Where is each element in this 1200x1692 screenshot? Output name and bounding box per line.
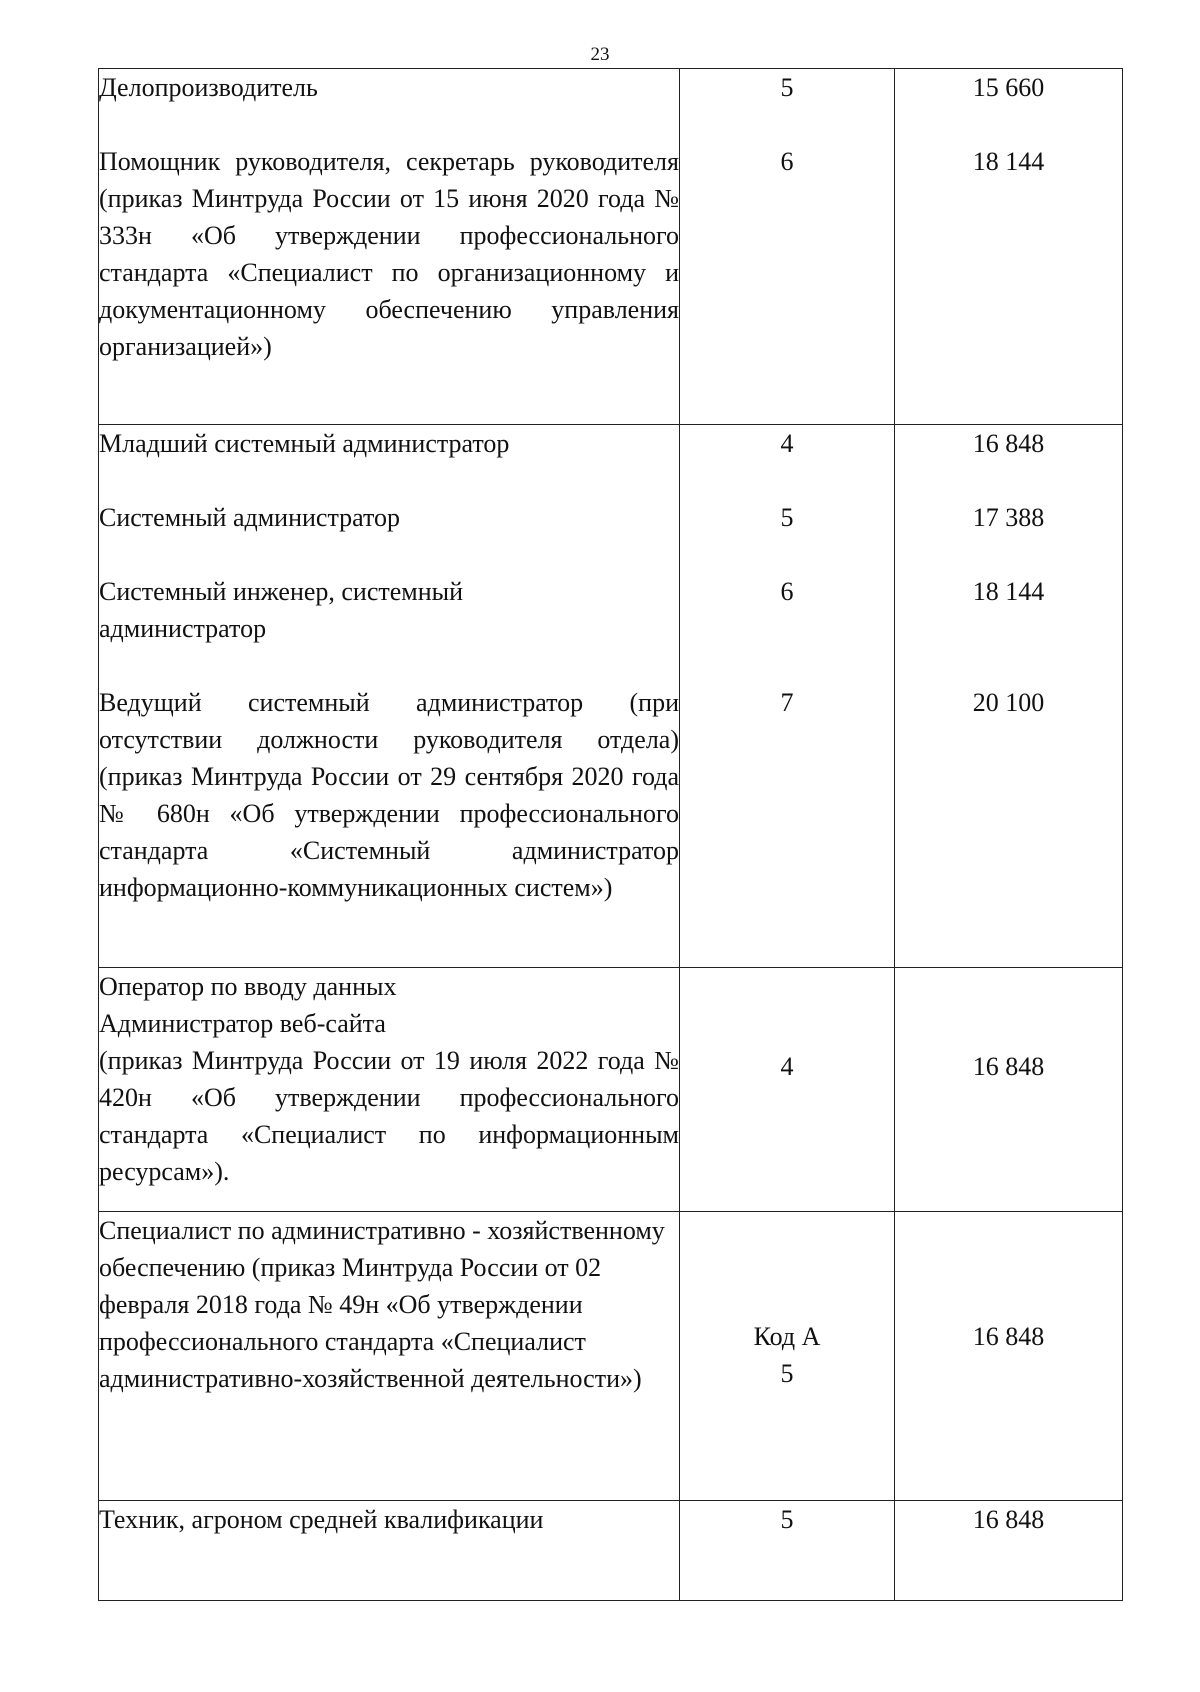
salary-value: 17 388 [972,503,1045,532]
position-title: Специалист по административно - хозяйственному обеспечению (приказ Минтруда России от 02 февраля 2018 года № 49н «Об утверждении профессионального стандарта «Специалист административно-хозяйственной деятельности») [99,1216,665,1393]
salary-table [98,68,1123,1601]
table-row [99,425,1123,968]
qualification-level: 5 [780,503,794,532]
qualification-level-cell [680,69,895,425]
position-cell [99,1212,680,1501]
qualification-level: 5 [780,1359,794,1388]
salary-value: 16 848 [972,1322,1045,1351]
qualification-level-cell [680,425,895,968]
salary-cell [895,968,1123,1212]
qualification-code: Код А [753,1322,821,1351]
position-title: Техник, агроном средней квалификации [99,1505,544,1534]
position-title: Системный инженер, системный администратор [99,577,464,643]
position-title: Оператор по вводу данных [99,972,397,1001]
position-title: Делопроизводитель [99,73,318,102]
position-title: Системный администратор [99,503,401,532]
table-row [99,69,1123,425]
position-title: Младший системный администратор [99,429,510,458]
qualification-level: 4 [780,1052,794,1081]
salary-value: 16 848 [972,429,1045,458]
salary-value: 15 660 [972,73,1045,102]
salary-cell [895,69,1123,425]
salary-value: 18 144 [972,577,1045,606]
salary-cell [895,425,1123,968]
qualification-level: 5 [780,73,794,102]
qualification-level: 5 [780,1505,794,1534]
position-cell [99,69,680,425]
position-title: Администратор веб-сайта [99,1009,386,1038]
qualification-level: 4 [780,429,794,458]
position-cell [99,425,680,968]
qualification-level-cell [680,968,895,1212]
qualification-level: 6 [780,577,794,606]
position-title: (приказ Минтруда России от 19 июля 2022 года № 420н «Об утверждении профессионального стандарта «Специалист по информационным ресурсам»). [99,1046,679,1186]
table-row [99,1501,1123,1601]
table-row [99,1212,1123,1501]
position-cell [99,968,680,1212]
salary-value: 16 848 [972,1052,1045,1081]
qualification-level: 7 [780,688,794,717]
salary-cell [895,1212,1123,1501]
position-cell [99,1501,680,1601]
position-title: Помощник руководителя, секретарь руководителя (приказ Минтруда России от 15 июня 2020 года № 333н «Об утверждении профессионального стандарта «Специалист по организационному и документационному обеспечению управления организацией») [99,147,679,361]
salary-value: 16 848 [972,1505,1045,1534]
qualification-level-cell [680,1501,895,1601]
salary-value: 18 144 [972,147,1045,176]
position-title: Ведущий системный администратор (при отсутствии должности руководителя отдела) (приказ Минтруда России от 29 сентября 2020 года № 680н «Об утверждении профессионального стандарта «Системный администратор информационно-коммуникационных систем») [99,688,679,902]
salary-value: 20 100 [972,688,1045,717]
qualification-level: 6 [780,147,794,176]
page-number: 23 [590,44,610,65]
salary-cell [895,1501,1123,1601]
qualification-level-cell [680,1212,895,1501]
table-row [99,968,1123,1212]
